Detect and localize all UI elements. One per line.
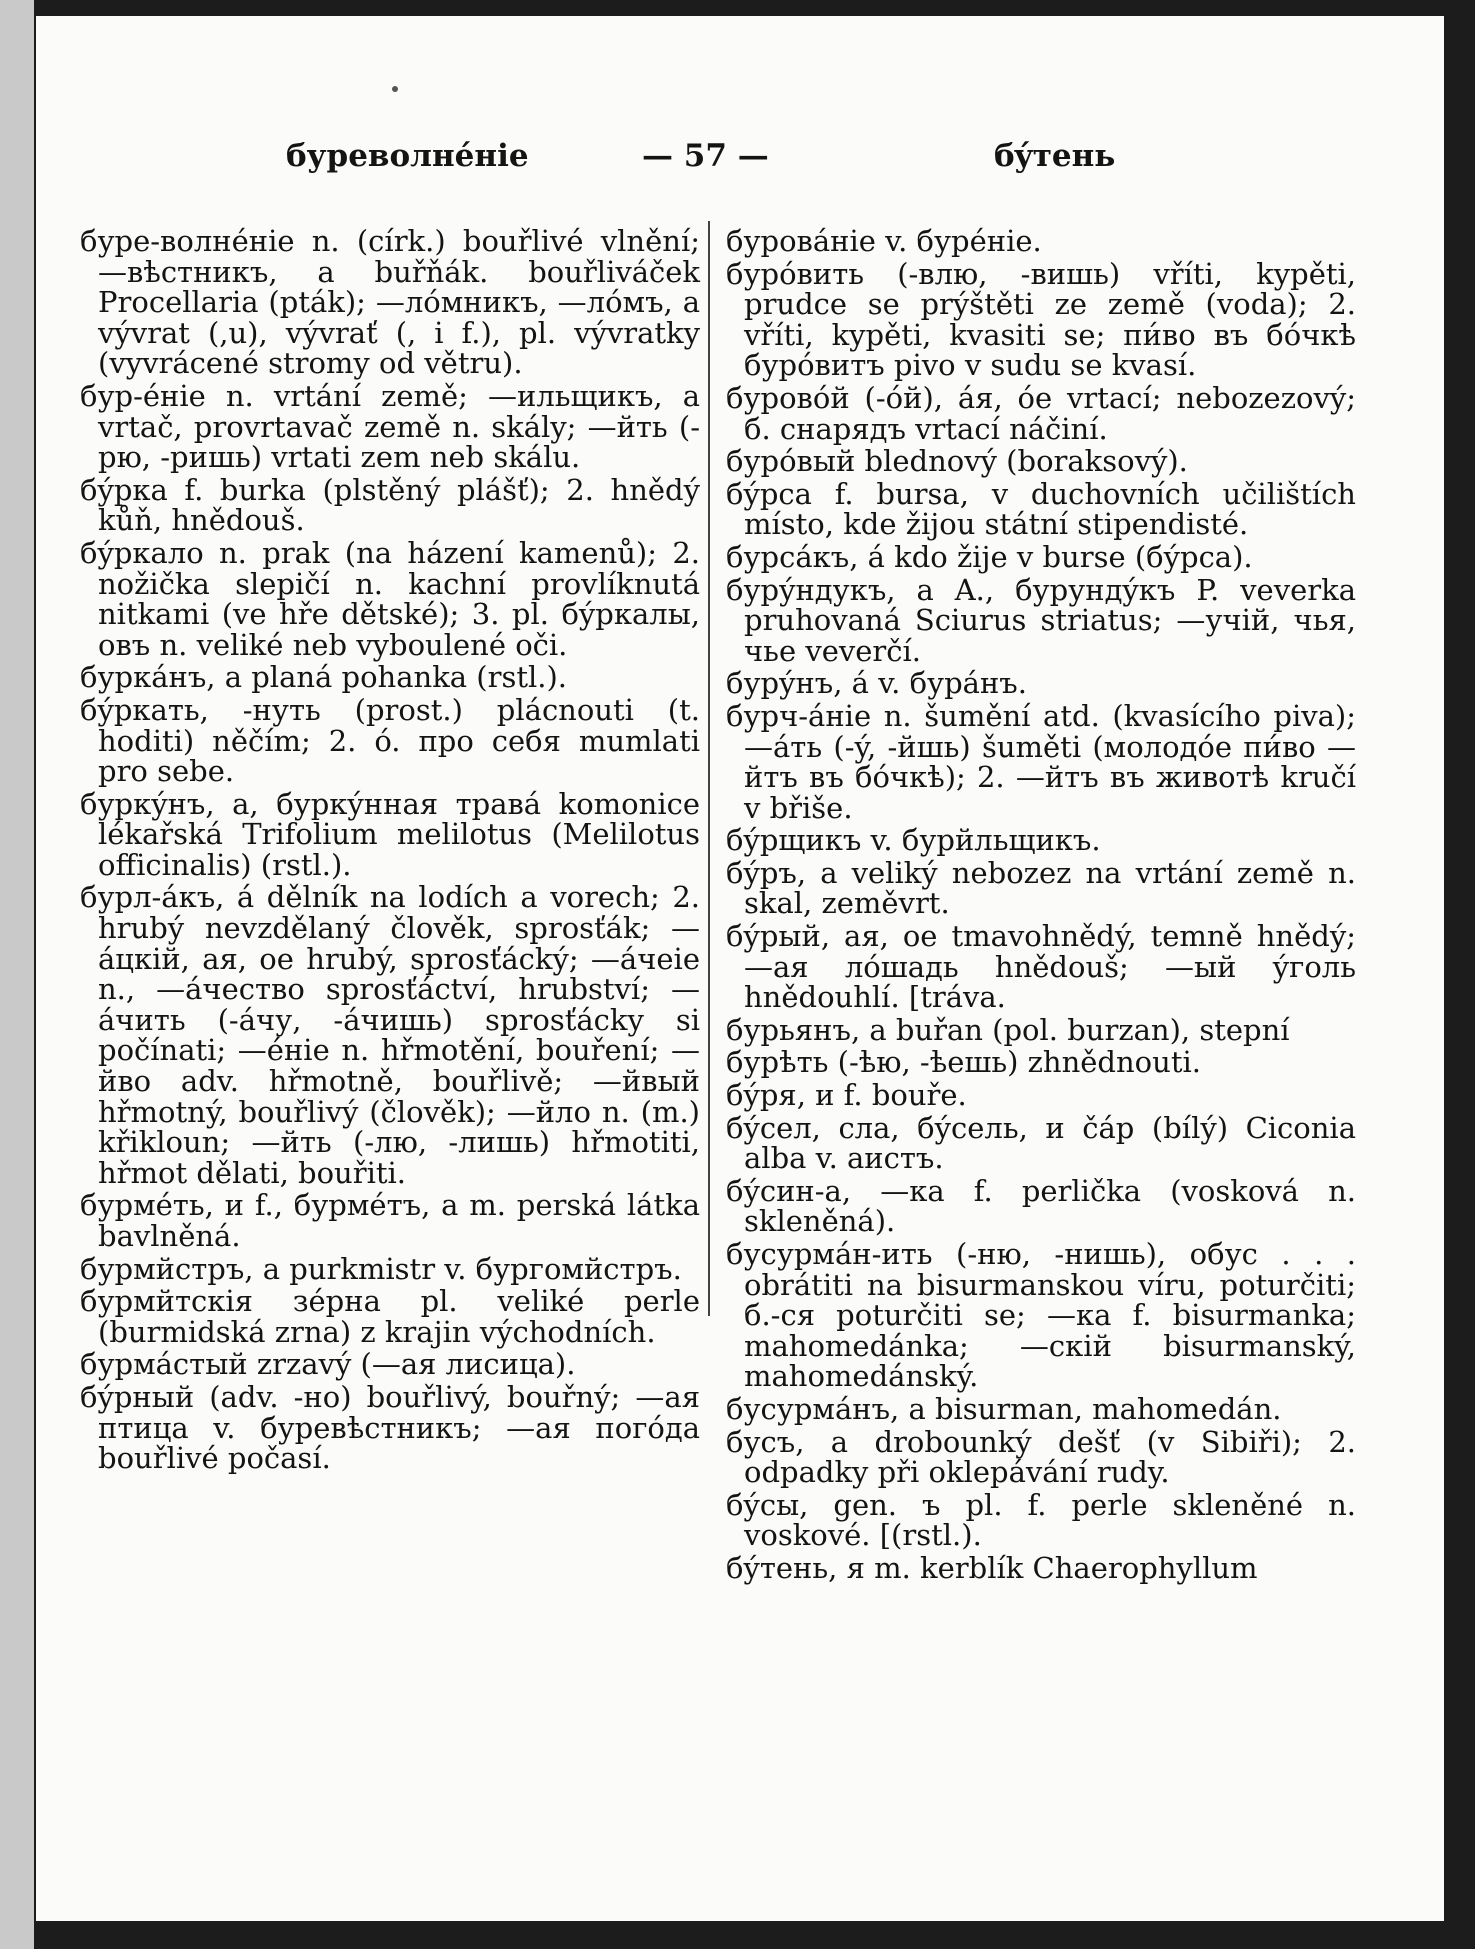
dictionary-entry: бурч-áніе n. šumění atd. (kvasícího piva); —áть (-ý, -йшь) šuměti (молодóе пи́во —йтъ въ бóчкѣ); 2. —йтъ въ животѣ kručí v břiše. xyxy=(726,698,1356,825)
dictionary-entry: бурóвый blednový (boraksový). xyxy=(726,444,1188,479)
dictionary-entry: бур-éніе n. vrtání země; —ильщикъ, a vrtač, provrtavač země n. skály; —йть (-рю, -ришь) vrtati zem neb skálu. xyxy=(80,378,700,475)
right-column xyxy=(726,226,1356,1586)
dictionary-entry: бýря, и f. bouře. xyxy=(726,1078,967,1113)
dictionary-entry: буркáнъ, a planá pohanka (rstl.). xyxy=(80,660,568,695)
column-divider xyxy=(708,221,710,1316)
dictionary-entry: бýрный (adv. -но) bouřlivý, bouřný; —ая птица v. буревѣстникъ; —ая погóда bouřlivé počasí. xyxy=(80,1379,700,1476)
dictionary-entry: бýрый, ая, ое tmavohnědý, temně hnědý; —ая лóшадь hnědouš; —ый ýголь hnědouhlí. [tráva. xyxy=(726,919,1356,1015)
dictionary-entry: бурова́ніе v. бурéніе. xyxy=(726,224,1042,258)
dictionary-entry: бурл-áкъ, á dělník na lodích a vorech; 2. hrubý nevzdělaný člověk, sprosťák; —áцкій, ая, ое hrubý, sprosťácký; —áчеіе n., —áчество sprosťáctví, hrubství; —áчить (-áчу, -áчишь) sprosťácky si počínati; —éніе n. hřmotění, bouření; —йво adv. hřmotně, bouřlivě; —йвый hřmotný, bouřlivý (člověk); —йло n. (m.) křikloun; —йть (-лю, -лишь) hřmotiti, hřmot dělati, bouřiti. xyxy=(80,880,700,1190)
header-last-word: бýтень xyxy=(994,138,1116,174)
page-header xyxy=(36,138,1444,182)
scan-speck xyxy=(392,86,398,92)
dictionary-entry: бурýнъ, á v. бурáнъ. xyxy=(726,666,1027,701)
dictionary-entry: бýрка f. burka (plstěný plášť); 2. hnědý kůň, hnědouš. xyxy=(80,472,700,538)
dictionary-entry: бурмéть, и f., бурмéтъ, а m. perská látka bavlněná. xyxy=(80,1188,700,1253)
dictionary-entry: бурьянъ, a buřan (pol. burzan), stepní xyxy=(726,1012,1290,1047)
dictionary-entry: бýтень, я m. kerblík Chaerophyllum xyxy=(726,1550,1258,1585)
page-number: — 57 — xyxy=(642,138,769,174)
dictionary-entry: бурсáкъ, á kdo žije v burse (бýрса). xyxy=(726,539,1253,574)
dictionary-entry: бусурмáн-ить (-ню, -нишь), обус . . . obrátiti na bisurmanskou víru, poturčiti; б.-ся poturčiti se; —ка f. bisurmanka; mahomedánka; —скій bisurmanský, mahomedánský. xyxy=(726,1237,1356,1394)
header-first-word: буреволнéніе xyxy=(286,138,529,174)
dictionary-entry: бýркать, -нуть (prost.) plácnouti (t. hoditi) něčím; 2. ó. про себя mumlati pro sebe. xyxy=(80,692,700,789)
dictionary-entry: бýсин-а, —ка f. perlička (vosková n. skleněná). xyxy=(726,1173,1356,1239)
dictionary-entry: буровóй (-óй), áя, óе vrtací; nebozezový; б. снарядъ vrtací náčiní. xyxy=(726,380,1356,446)
dictionary-entry: бусъ, a drobounký dešť (v Sibiři); 2. odpadky při oklepávání rudy. xyxy=(726,1424,1356,1490)
dictionary-entry: бýсы, gen. ъ pl. f. perle skleněné n. voskové. [(rstl.). xyxy=(726,1487,1356,1553)
dictionary-entry: бурóвить (-влю, -вишь) vříti, kypěti, prudce se prýštěti ze země (voda); 2. vříti, kypěti, kvasiti se; пи́во въ бóчкѣ бурóвитъ pivo v sudu se kvasí. xyxy=(726,256,1356,383)
dictionary-entry: бýсел, сла, бýсель, и čáp (bílý) Ciconia alba v. аистъ. xyxy=(726,1110,1356,1176)
dictionary-entry: бýрса f. bursa, v duchovních učilištích místo, kde žijou státní stipendisté. xyxy=(726,476,1356,542)
dictionary-entry: буре-волнéніе n. (círk.) bouřlivé vlnění; —вѣстникъ, a buřňák. bouřliváček Procellaria (pták); —лóмникъ, —лóмъ, a vývrat (,u), vývrať (, i f.), pl. vývratky (vyvrácené stromy od větru). xyxy=(80,224,700,381)
dictionary-entry: бýркало n. prak (na házení kamenů); 2. nožička slepičí n. kachní provlíknutá nitkami (ve hře dětské); 3. pl. бýркалы, овъ n. veliké neb vyboulené oči. xyxy=(80,535,700,662)
dictionary-entry: бýрщикъ v. бурйльщикъ. xyxy=(726,823,1101,858)
left-column xyxy=(80,226,700,1476)
dictionary-entry: бурýндукъ, а A., бурундýкъ P. veverka pruhovaná Sciurus striatus; —учій, чья, чье veverčí. xyxy=(726,572,1356,668)
scan-left-margin xyxy=(0,0,34,1949)
dictionary-entry: бурмáстый zrzavý (—ая лисица). xyxy=(80,1347,576,1382)
dictionary-entry: бурмйтскія зéрна pl. veliké perle (burmidská zrna) z krajin východních. xyxy=(80,1284,700,1349)
dictionary-entry: бурмйстръ, a purkmistr v. бургомйстръ. xyxy=(80,1251,682,1286)
dictionary-entry: бýръ, a veliký nebozez na vrtání země n. skal, zeměvrt. xyxy=(726,855,1356,921)
dictionary-entry: бурѣть (-ѣю, -ѣешь) zhnědnouti. xyxy=(726,1045,1201,1080)
dictionary-entry: бусурмáнъ, a bisurman, mahomedán. xyxy=(726,1391,1282,1426)
dictionary-page xyxy=(36,16,1444,1921)
dictionary-entry: буркýнъ, a, буркýнная трава́ komonice lékařská Trifolium melilotus (Melilotus officinalis) (rstl.). xyxy=(80,786,700,882)
